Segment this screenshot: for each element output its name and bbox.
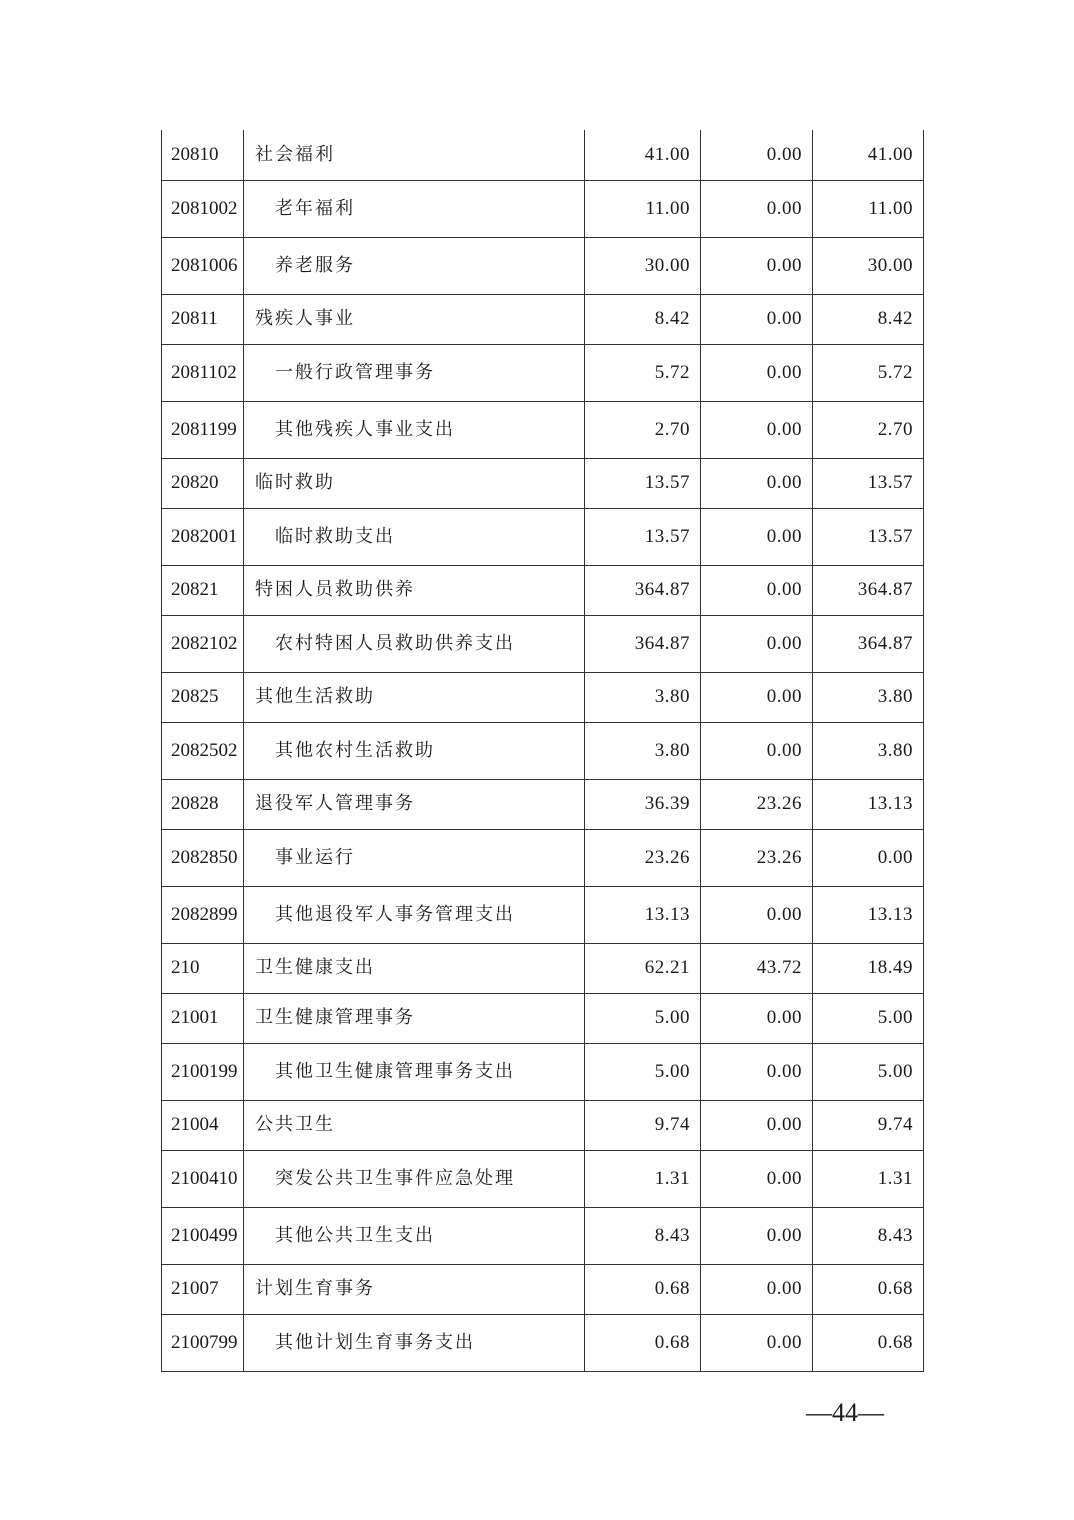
basic-expenditure-cell: 0.00 bbox=[701, 886, 813, 943]
project-expenditure-cell: 2.70 bbox=[813, 401, 924, 458]
account-name-cell: 其他公共卫生支出 bbox=[244, 1207, 585, 1264]
account-name-cell: 突发公共卫生事件应急处理 bbox=[244, 1150, 585, 1207]
account-code-cell: 20820 bbox=[162, 458, 244, 508]
account-code-cell: 2100410 bbox=[162, 1150, 244, 1207]
total-amount-cell: 11.00 bbox=[585, 180, 701, 237]
account-code-cell: 2081002 bbox=[162, 180, 244, 237]
account-name-cell: 退役军人管理事务 bbox=[244, 779, 585, 829]
account-code-cell: 2082899 bbox=[162, 886, 244, 943]
project-expenditure-cell: 13.13 bbox=[813, 886, 924, 943]
basic-expenditure-cell: 0.00 bbox=[701, 508, 813, 565]
total-amount-cell: 364.87 bbox=[585, 565, 701, 615]
project-expenditure-cell: 364.87 bbox=[813, 615, 924, 672]
basic-expenditure-cell: 23.26 bbox=[701, 779, 813, 829]
table-row bbox=[162, 779, 924, 829]
total-amount-cell: 5.72 bbox=[585, 344, 701, 401]
basic-expenditure-cell: 0.00 bbox=[701, 130, 813, 180]
basic-expenditure-cell: 43.72 bbox=[701, 943, 813, 993]
total-amount-cell: 13.57 bbox=[585, 458, 701, 508]
basic-expenditure-cell: 0.00 bbox=[701, 993, 813, 1043]
project-expenditure-cell: 0.68 bbox=[813, 1314, 924, 1371]
project-expenditure-cell: 1.31 bbox=[813, 1150, 924, 1207]
account-code-cell: 2082850 bbox=[162, 829, 244, 886]
project-expenditure-cell: 9.74 bbox=[813, 1100, 924, 1150]
total-amount-cell: 23.26 bbox=[585, 829, 701, 886]
total-amount-cell: 5.00 bbox=[585, 993, 701, 1043]
account-code-cell: 210 bbox=[162, 943, 244, 993]
table-row bbox=[162, 294, 924, 344]
account-code-cell: 21001 bbox=[162, 993, 244, 1043]
total-amount-cell: 36.39 bbox=[585, 779, 701, 829]
table-row bbox=[162, 458, 924, 508]
table-row bbox=[162, 886, 924, 943]
project-expenditure-cell: 11.00 bbox=[813, 180, 924, 237]
account-name-cell: 一般行政管理事务 bbox=[244, 344, 585, 401]
table-row bbox=[162, 672, 924, 722]
account-name-cell: 其他生活救助 bbox=[244, 672, 585, 722]
account-name-cell: 其他农村生活救助 bbox=[244, 722, 585, 779]
table-row bbox=[162, 180, 924, 237]
account-name-cell: 社会福利 bbox=[244, 130, 585, 180]
project-expenditure-cell: 13.13 bbox=[813, 779, 924, 829]
table-row bbox=[162, 993, 924, 1043]
basic-expenditure-cell: 23.26 bbox=[701, 829, 813, 886]
table-row bbox=[162, 1314, 924, 1371]
account-name-cell: 其他计划生育事务支出 bbox=[244, 1314, 585, 1371]
account-code-cell: 2100499 bbox=[162, 1207, 244, 1264]
account-code-cell: 20810 bbox=[162, 130, 244, 180]
total-amount-cell: 5.00 bbox=[585, 1043, 701, 1100]
account-name-cell: 计划生育事务 bbox=[244, 1264, 585, 1314]
account-code-cell: 2081199 bbox=[162, 401, 244, 458]
table-row bbox=[162, 1207, 924, 1264]
account-name-cell: 特困人员救助供养 bbox=[244, 565, 585, 615]
page-number: —44— bbox=[806, 1398, 884, 1427]
account-name-cell: 老年福利 bbox=[244, 180, 585, 237]
table-row bbox=[162, 1264, 924, 1314]
account-code-cell: 21007 bbox=[162, 1264, 244, 1314]
basic-expenditure-cell: 0.00 bbox=[701, 401, 813, 458]
basic-expenditure-cell: 0.00 bbox=[701, 672, 813, 722]
table-row bbox=[162, 1043, 924, 1100]
basic-expenditure-cell: 0.00 bbox=[701, 1207, 813, 1264]
budget-table bbox=[161, 130, 924, 1372]
account-code-cell: 2100199 bbox=[162, 1043, 244, 1100]
account-name-cell: 其他残疾人事业支出 bbox=[244, 401, 585, 458]
account-name-cell: 其他卫生健康管理事务支出 bbox=[244, 1043, 585, 1100]
account-code-cell: 2082502 bbox=[162, 722, 244, 779]
basic-expenditure-cell: 0.00 bbox=[701, 1264, 813, 1314]
total-amount-cell: 8.43 bbox=[585, 1207, 701, 1264]
account-name-cell: 卫生健康管理事务 bbox=[244, 993, 585, 1043]
total-amount-cell: 1.31 bbox=[585, 1150, 701, 1207]
table-row bbox=[162, 1150, 924, 1207]
account-name-cell: 其他退役军人事务管理支出 bbox=[244, 886, 585, 943]
table-row bbox=[162, 829, 924, 886]
table-row bbox=[162, 237, 924, 294]
account-name-cell: 卫生健康支出 bbox=[244, 943, 585, 993]
total-amount-cell: 62.21 bbox=[585, 943, 701, 993]
account-name-cell: 事业运行 bbox=[244, 829, 585, 886]
account-code-cell: 20811 bbox=[162, 294, 244, 344]
project-expenditure-cell: 0.00 bbox=[813, 829, 924, 886]
account-code-cell: 2081006 bbox=[162, 237, 244, 294]
table-row bbox=[162, 508, 924, 565]
table-row bbox=[162, 722, 924, 779]
account-code-cell: 2081102 bbox=[162, 344, 244, 401]
account-name-cell: 临时救助 bbox=[244, 458, 585, 508]
table-row bbox=[162, 401, 924, 458]
total-amount-cell: 3.80 bbox=[585, 722, 701, 779]
table-row bbox=[162, 565, 924, 615]
project-expenditure-cell: 3.80 bbox=[813, 722, 924, 779]
basic-expenditure-cell: 0.00 bbox=[701, 1100, 813, 1150]
project-expenditure-cell: 0.68 bbox=[813, 1264, 924, 1314]
total-amount-cell: 0.68 bbox=[585, 1314, 701, 1371]
basic-expenditure-cell: 0.00 bbox=[701, 722, 813, 779]
basic-expenditure-cell: 0.00 bbox=[701, 565, 813, 615]
basic-expenditure-cell: 0.00 bbox=[701, 1314, 813, 1371]
account-code-cell: 2082102 bbox=[162, 615, 244, 672]
table-row bbox=[162, 943, 924, 993]
total-amount-cell: 13.57 bbox=[585, 508, 701, 565]
account-code-cell: 20825 bbox=[162, 672, 244, 722]
project-expenditure-cell: 8.43 bbox=[813, 1207, 924, 1264]
account-code-cell: 20828 bbox=[162, 779, 244, 829]
project-expenditure-cell: 13.57 bbox=[813, 508, 924, 565]
account-code-cell: 2100799 bbox=[162, 1314, 244, 1371]
basic-expenditure-cell: 0.00 bbox=[701, 237, 813, 294]
project-expenditure-cell: 5.72 bbox=[813, 344, 924, 401]
basic-expenditure-cell: 0.00 bbox=[701, 294, 813, 344]
account-name-cell: 农村特困人员救助供养支出 bbox=[244, 615, 585, 672]
total-amount-cell: 364.87 bbox=[585, 615, 701, 672]
total-amount-cell: 2.70 bbox=[585, 401, 701, 458]
total-amount-cell: 0.68 bbox=[585, 1264, 701, 1314]
table-row bbox=[162, 1100, 924, 1150]
basic-expenditure-cell: 0.00 bbox=[701, 458, 813, 508]
project-expenditure-cell: 18.49 bbox=[813, 943, 924, 993]
table-body bbox=[162, 130, 924, 1371]
account-name-cell: 公共卫生 bbox=[244, 1100, 585, 1150]
account-code-cell: 21004 bbox=[162, 1100, 244, 1150]
total-amount-cell: 41.00 bbox=[585, 130, 701, 180]
basic-expenditure-cell: 0.00 bbox=[701, 615, 813, 672]
basic-expenditure-cell: 0.00 bbox=[701, 1043, 813, 1100]
basic-expenditure-cell: 0.00 bbox=[701, 1150, 813, 1207]
project-expenditure-cell: 30.00 bbox=[813, 237, 924, 294]
account-code-cell: 20821 bbox=[162, 565, 244, 615]
total-amount-cell: 13.13 bbox=[585, 886, 701, 943]
total-amount-cell: 8.42 bbox=[585, 294, 701, 344]
project-expenditure-cell: 41.00 bbox=[813, 130, 924, 180]
project-expenditure-cell: 13.57 bbox=[813, 458, 924, 508]
total-amount-cell: 30.00 bbox=[585, 237, 701, 294]
total-amount-cell: 9.74 bbox=[585, 1100, 701, 1150]
account-code-cell: 2082001 bbox=[162, 508, 244, 565]
project-expenditure-cell: 8.42 bbox=[813, 294, 924, 344]
total-amount-cell: 3.80 bbox=[585, 672, 701, 722]
table-row bbox=[162, 344, 924, 401]
account-name-cell: 临时救助支出 bbox=[244, 508, 585, 565]
basic-expenditure-cell: 0.00 bbox=[701, 180, 813, 237]
project-expenditure-cell: 364.87 bbox=[813, 565, 924, 615]
project-expenditure-cell: 5.00 bbox=[813, 993, 924, 1043]
project-expenditure-cell: 3.80 bbox=[813, 672, 924, 722]
table-row bbox=[162, 615, 924, 672]
account-name-cell: 残疾人事业 bbox=[244, 294, 585, 344]
table-row bbox=[162, 130, 924, 180]
project-expenditure-cell: 5.00 bbox=[813, 1043, 924, 1100]
account-name-cell: 养老服务 bbox=[244, 237, 585, 294]
basic-expenditure-cell: 0.00 bbox=[701, 344, 813, 401]
